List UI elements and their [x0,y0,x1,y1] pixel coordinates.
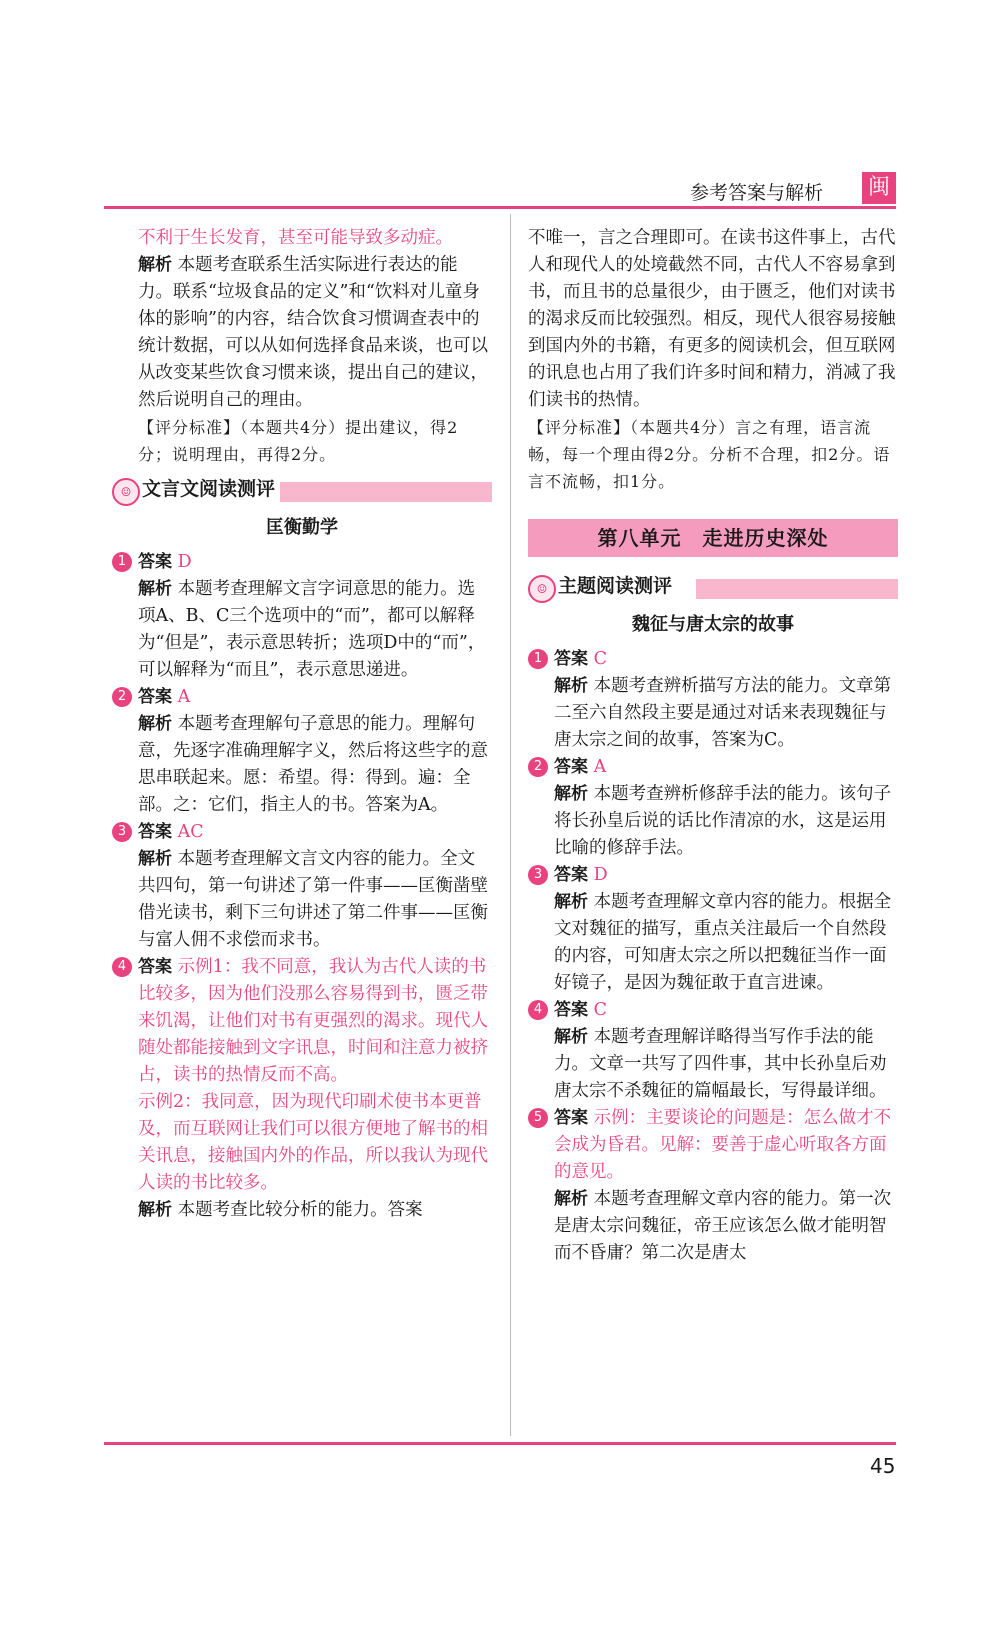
article-title: 匡衡勤学 [266,517,338,538]
answer-label: 答案 [138,957,172,977]
analysis-text: 本题考查理解句子意思的能力。理解句意，先逐字准确理解字义，然后将这些字的意思串联起来。愿：希望。得：得到。遍：全部。之：它们，指主人的书。答案为A。 [138,714,488,815]
question-item [528,862,898,997]
question-item [112,819,492,954]
right-column [528,225,898,1267]
answer-text-example-2: 示例2：我同意，因为现代印刷术使书本更普及，而互联网让我们可以很方便地了解书的相关讯息，接触国内外的作品，所以我认为现代人读的书比较多。 [138,1092,488,1193]
reader-icon: ☺ [112,478,140,506]
answer-label: 答案 [138,552,172,572]
analysis-text: 本题考查理解详略得当写作手法的能力。文章一共写了四件事，其中长孙皇后劝唐太宗不杀魏征的篇幅最长，写得最详细。 [554,1027,887,1101]
section-header [528,573,898,607]
question-number: 1 [112,552,132,572]
question-item [528,754,898,862]
answer-label: 答案 [138,822,172,842]
question-number: 3 [112,822,132,842]
answer-label: 答案 [554,865,588,885]
question-number: 1 [528,649,548,669]
column-divider [510,214,511,1436]
analysis-label: 解析 [554,1189,588,1209]
analysis-label: 解析 [138,714,172,734]
question-item [112,954,492,1224]
answer-label: 答案 [138,687,172,707]
continued-text: 不唯一，言之合理即可。在读书这件事上，古代人和现代人的处境截然不同，古代人不容易拿到书，而且书的总量很少，由于匮乏，他们对读书的渴求反而比较强烈。相反，现代人很容易接触到国内外的书籍，有更多的阅读机会，但互联网的讯息也占用了我们许多时间和精力，消减了我们读书的热情。 [528,228,896,410]
header-badge: 闽 [862,172,896,204]
question-item [528,1105,898,1267]
section-title: 文言文阅读测评 [142,478,276,500]
analysis-text: 本题考查理解文章内容的能力。根据全文对魏征的描写，重点关注最后一个自然段的内容，可知唐太宗之所以把魏征当作一面好镜子，是因为魏征敢于直言进谏。 [554,892,892,993]
analysis-text: 本题考查辨析描写方法的能力。文章第二至六自然段主要是通过对话来表现魏征与唐太宗之间的故事，答案为C。 [554,676,892,750]
question-number: 3 [528,865,548,885]
analysis-label: 解析 [554,784,588,804]
answer-text: C [593,649,607,669]
answer-text: AC [177,822,204,842]
page-number: 45 [870,1454,896,1478]
answer-label: 答案 [554,1108,588,1128]
analysis-label: 解析 [554,676,588,696]
section-title: 主题阅读测评 [558,575,673,597]
answer-label: 答案 [554,757,588,777]
answer-text: A [593,757,607,777]
question-number: 5 [528,1108,548,1128]
analysis-label: 解析 [554,892,588,912]
question-number: 2 [112,687,132,707]
question-number: 4 [112,957,132,977]
scoring-criteria: 【评分标准】（本题共4分）提出建议，得2分；说明理由，再得2分。 [138,418,459,464]
analysis-label: 解析 [554,1027,588,1047]
question-item [528,997,898,1105]
section-bar [280,482,492,502]
question-number: 4 [528,1000,548,1020]
analysis-label: 解析 [138,849,172,869]
top-rule [104,206,896,209]
continued-analysis [112,252,492,414]
continued-answer: 不利于生长发育，甚至可能导致多动症。 [138,228,453,248]
question-item [112,684,492,819]
section-header [112,476,492,510]
answer-text: 示例1：我不同意，我认为古代人读的书比较多，因为他们没那么容易得到书，匮乏带来饥渴，让他们对书有更强烈的渴求。现代人随处都能接触到文字讯息，时间和注意力被挤占，读书的热情反而不高。 [138,957,488,1085]
analysis-label: 解析 [138,579,172,599]
left-column [112,225,492,1224]
answer-label: 答案 [554,1000,588,1020]
scoring-criteria: 【评分标准】（本题共4分）言之有理，语言流畅，每一个理由得2分。分析不合理，扣2分。语言不流畅，扣1分。 [528,418,891,491]
answer-text: D [177,552,192,572]
section-bar [696,579,898,599]
analysis-label: 解析 [138,255,172,275]
analysis-label: 解析 [138,1200,172,1220]
analysis-text: 本题考查理解文言字词意思的能力。选项A、B、C三个选项中的“而”，都可以解释为“但是”，表示意思转折；选项D中的“而”，可以解释为“而且”，表示意思递进。 [138,579,486,680]
question-number: 2 [528,757,548,777]
analysis-text: 本题考查比较分析的能力。答案 [177,1200,423,1220]
analysis-text: 本题考查理解文言文内容的能力。全文共四句，第一句讲述了第一件事——匡衡凿壁借光读书，剩下三句讲述了第二件事——匡衡与富人佣不求偿而求书。 [138,849,488,950]
answer-text: C [593,1000,607,1020]
bottom-rule [104,1442,896,1445]
question-item [112,549,492,684]
answer-text: A [177,687,191,707]
answer-text: D [593,865,608,885]
analysis-text: 本题考查辨析修辞手法的能力。该句子将长孙皇后说的话比作清凉的水，这是运用比喻的修辞手法。 [554,784,892,858]
analysis-text: 本题考查理解文章内容的能力。第一次是唐太宗问魏征，帝王应该怎么做才能明智而不昏庸？第二次是唐太 [554,1189,892,1263]
answer-text: 示例：主要谈论的问题是：怎么做才不会成为昏君。见解：要善于虚心听取各方面的意见。 [554,1108,892,1182]
unit-banner: 第八单元 走进历史深处 [528,519,898,557]
reader-icon: ☺ [528,575,556,603]
header-title: 参考答案与解析 [690,182,824,204]
question-item [528,646,898,754]
analysis-text: 本题考查联系生活实际进行表达的能力。联系“垃圾食品的定义”和“饮料对儿童身体的影响”的内容，结合饮食习惯调查表中的统计数据，可以从如何选择食品来谈，也可以从改变某些饮食习惯来谈，提出自己的建议，然后说明自己的理由。 [138,255,488,410]
article-title: 魏征与唐太宗的故事 [632,614,794,635]
answer-label: 答案 [554,649,588,669]
